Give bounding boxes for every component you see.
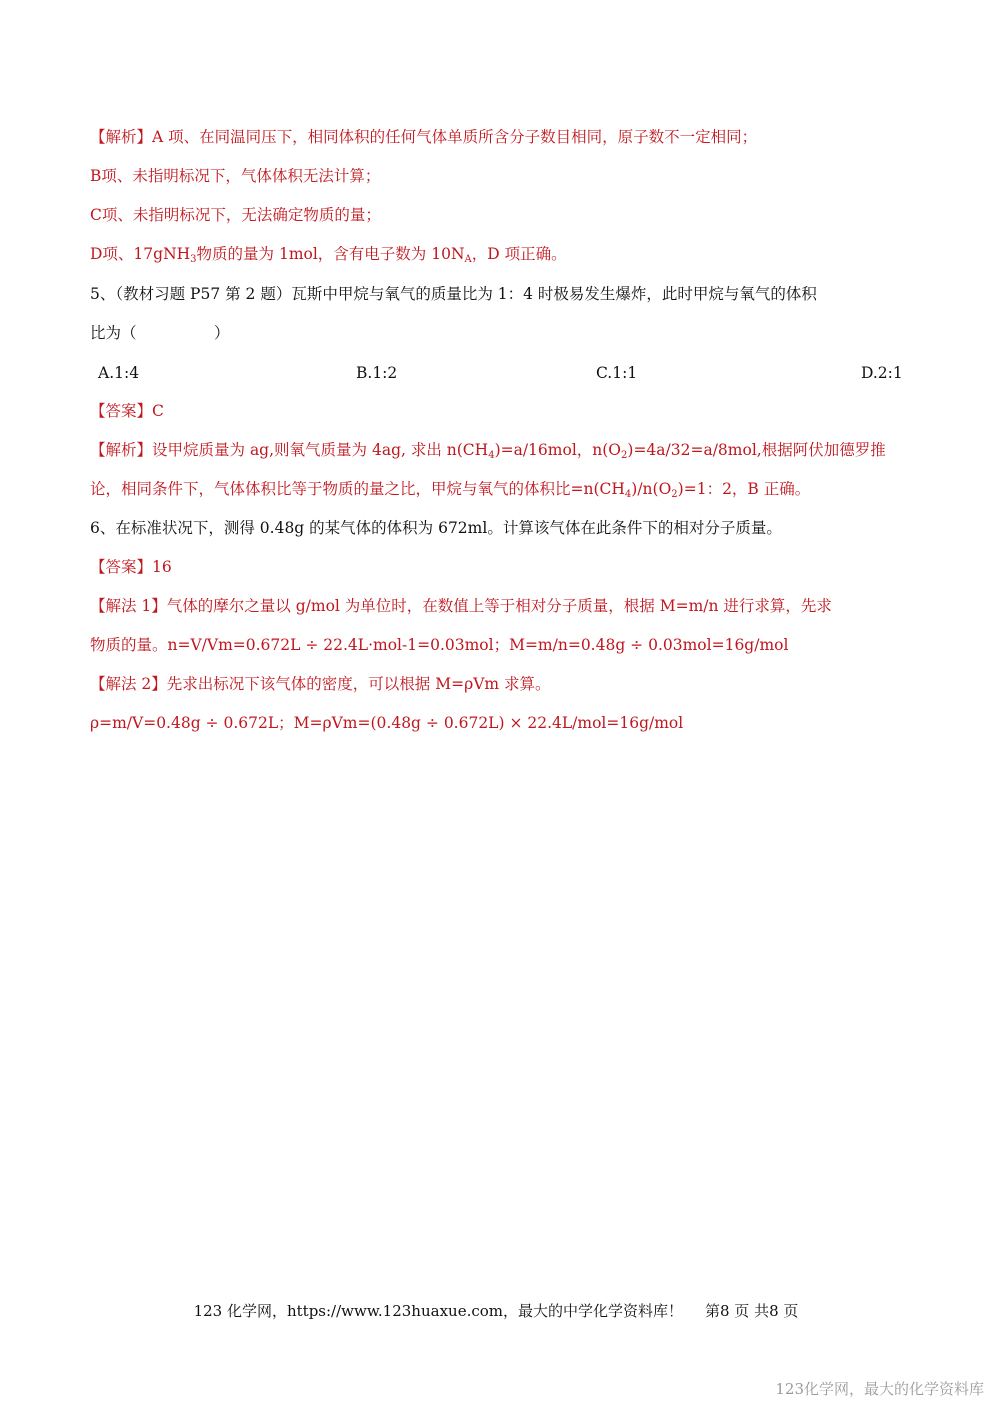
- question-5-line-1: 5、（教材习题 P57 第 2 题）瓦斯中甲烷与氧气的质量比为 1：4 时极易发生爆炸，此时甲烷与氧气的体积: [90, 285, 817, 303]
- option-b: B.1:2: [356, 364, 398, 382]
- option-d: D.2:1: [861, 364, 903, 382]
- page-footer: [0, 1300, 992, 1321]
- analysis-text: A 项、在同温同压下，相同体积的任何气体单质所含分子数目相同，原子数不一定相同；: [152, 128, 758, 146]
- answer-tag: 【答案】: [90, 558, 153, 576]
- method-1-line-1: [90, 596, 902, 616]
- analysis-text-a: 设甲烷质量为 ag,则氧气质量为 4ag, 求出 n(CH: [152, 441, 489, 459]
- subscript: 4: [624, 489, 632, 500]
- method-2-text: 先求出标况下该气体的密度，可以根据 M=ρVm 求算。: [166, 675, 551, 693]
- analysis-line-c: C项、未指明标况下，无法确定物质的量；: [90, 206, 381, 224]
- method-2-line-2: ρ=m/V=0.48g ÷ 0.672L；M=ρVm=(0.48g ÷ 0.672L) × 22.4L/mol=16g/mol: [90, 714, 684, 732]
- analysis-d-sub-2: A: [464, 254, 472, 265]
- method-2-tag: 【解法 2】: [90, 675, 167, 693]
- analysis-d-sub-1: 3: [190, 254, 197, 265]
- analysis-text-a: 论，相同条件下，气体体积比等于物质的量之比，甲烷与氧气的体积比=n(CH: [90, 480, 625, 498]
- analysis-line-b: B项、未指明标况下，气体体积无法计算；: [90, 167, 381, 185]
- subscript: 4: [488, 450, 495, 461]
- answer-value: C: [152, 402, 164, 420]
- question-5-line-2: 比为（ ）: [90, 324, 230, 342]
- analysis-line-d: [90, 244, 902, 264]
- question-5-analysis-line-2: [90, 479, 902, 499]
- analysis-line-1: [90, 127, 902, 147]
- analysis-d-part-b: 物质的量为 1mol，含有电子数为 10N: [196, 245, 465, 263]
- method-1-tag: 【解法 1】: [90, 597, 167, 615]
- footer-page-number: 第8 页 共8 页: [705, 1302, 799, 1320]
- footer-site-text: 123 化学网，https://www.123huaxue.com，最大的中学化学资料库！: [193, 1302, 683, 1320]
- analysis-text-c: )=4a/32=a/8mol,根据阿伏加德罗推: [627, 441, 886, 459]
- answer-tag: 【答案】: [90, 402, 153, 420]
- analysis-tag: 【解析】: [90, 128, 153, 146]
- question-6-answer: [90, 557, 902, 577]
- subscript: 2: [621, 450, 628, 461]
- method-1-line-2: 物质的量。n=V/Vm=0.672L ÷ 22.4L·mol-1=0.03mol；M=m/n=0.48g ÷ 0.03mol=16g/mol: [90, 636, 789, 654]
- analysis-text-b: )=a/16mol，n(O: [494, 441, 622, 459]
- analysis-text-c: )=1：2，B 正确。: [677, 480, 811, 498]
- analysis-d-part-a: D项、17gNH: [90, 245, 191, 263]
- question-6-line-1: 6、在标准状况下，测得 0.48g 的某气体的体积为 672ml。计算该气体在此条件下的相对分子质量。: [90, 519, 782, 537]
- question-5-analysis-line-1: [90, 440, 902, 460]
- subscript: 2: [671, 489, 678, 500]
- method-1-text: 气体的摩尔之量以 g/mol 为单位时，在数值上等于相对分子质量，根据 M=m/n 进行求算，先求: [166, 597, 832, 615]
- option-c: C.1:1: [596, 364, 638, 382]
- analysis-d-part-c: ，D 项正确。: [471, 245, 567, 263]
- watermark: 123化学网，最大的化学资料库: [775, 1380, 984, 1398]
- question-5-answer: [90, 401, 902, 421]
- method-2-line-1: [90, 674, 902, 694]
- analysis-tag: 【解析】: [90, 441, 153, 459]
- option-a: A.1:4: [98, 364, 140, 382]
- analysis-text-b: )/n(O: [631, 480, 672, 498]
- answer-value: 16: [152, 558, 172, 576]
